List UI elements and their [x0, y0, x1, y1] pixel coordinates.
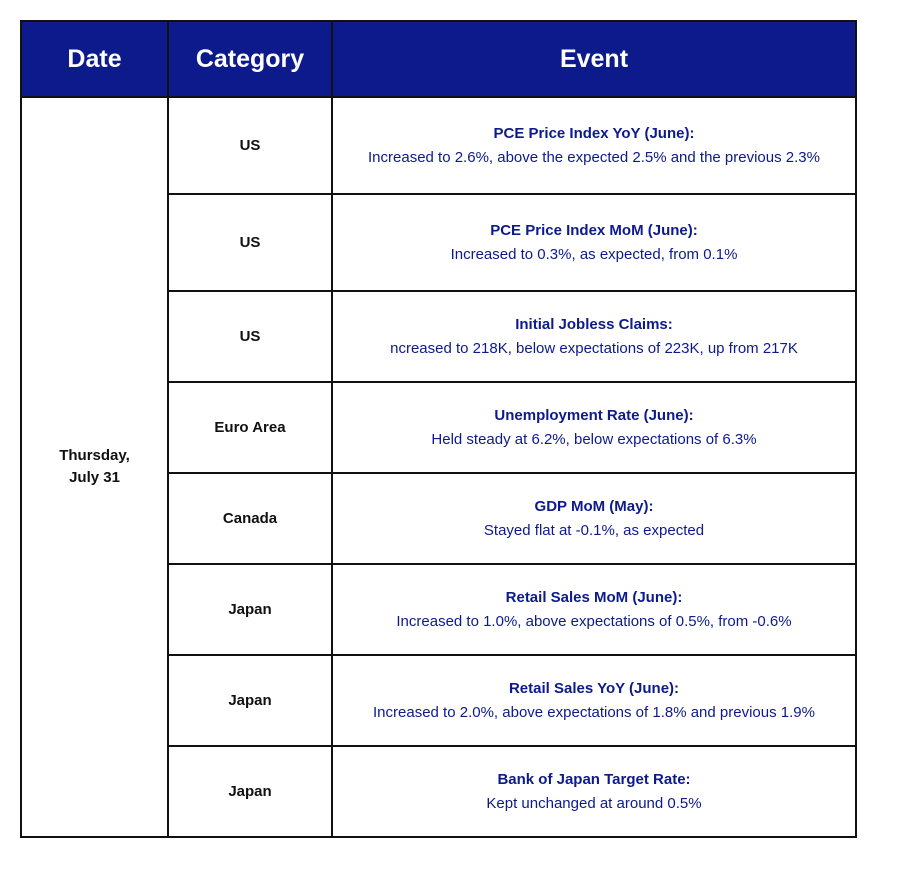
event-description: Increased to 0.3%, as expected, from 0.1%: [450, 245, 738, 263]
date-weekday: Thursday,: [59, 447, 130, 464]
economic-events-table-container: [20, 20, 855, 838]
table-row: [21, 97, 856, 194]
event-description: Increased to 1.0%, above expectations of 0.5%, from -0.6%: [396, 612, 792, 630]
category-cell: Euro Area: [168, 382, 332, 473]
category-cell: Japan: [168, 746, 332, 837]
category-cell: US: [168, 97, 332, 194]
event-title: PCE Price Index YoY (June):: [493, 124, 695, 142]
date-cell: [21, 97, 168, 837]
event-cell: [332, 473, 856, 564]
category-cell: US: [168, 194, 332, 291]
event-title: GDP MoM (May):: [534, 497, 654, 515]
event-title: Retail Sales YoY (June):: [508, 679, 680, 697]
event-cell: [332, 382, 856, 473]
category-cell: US: [168, 291, 332, 382]
event-cell: [332, 655, 856, 746]
event-cell: [332, 97, 856, 194]
event-description: Kept unchanged at around 0.5%: [486, 794, 702, 812]
event-cell: [332, 194, 856, 291]
event-cell: [332, 564, 856, 655]
category-cell: Japan: [168, 564, 332, 655]
event-title: Initial Jobless Claims:: [515, 315, 673, 333]
category-cell: Canada: [168, 473, 332, 564]
event-title: Retail Sales MoM (June):: [505, 588, 683, 606]
event-cell: [332, 291, 856, 382]
date-column-header: Date: [21, 21, 168, 97]
event-description: Increased to 2.0%, above expectations of 1.8% and previous 1.9%: [373, 703, 815, 721]
event-title: PCE Price Index MoM (June):: [490, 221, 698, 239]
event-description: Stayed flat at -0.1%, as expected: [483, 521, 705, 539]
category-cell: Japan: [168, 655, 332, 746]
event-description: Held steady at 6.2%, below expectations of 6.3%: [431, 430, 757, 448]
event-title: Bank of Japan Target Rate:: [497, 770, 691, 788]
table-header-row: [21, 21, 856, 97]
category-column-header: Category: [168, 21, 332, 97]
event-cell: [332, 746, 856, 837]
economic-events-table: [20, 20, 857, 838]
event-title: Unemployment Rate (June):: [494, 406, 694, 424]
event-description: Increased to 2.6%, above the expected 2.5% and the previous 2.3%: [368, 148, 820, 166]
event-description: ncreased to 218K, below expectations of 223K, up from 217K: [390, 339, 798, 357]
event-column-header: Event: [332, 21, 856, 97]
date-day: July 31: [69, 469, 120, 486]
